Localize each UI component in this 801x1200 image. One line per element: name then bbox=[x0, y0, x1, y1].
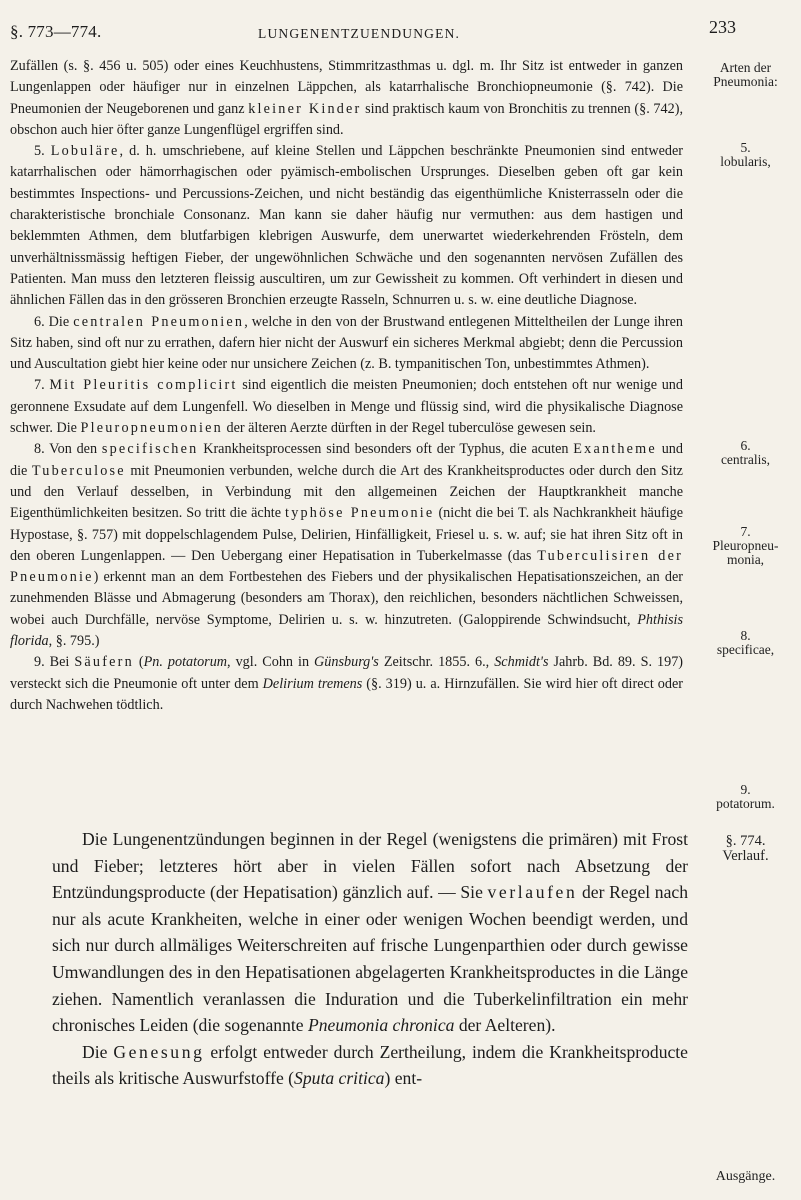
margin-note-lobularis: 5. lobularis, bbox=[720, 140, 771, 169]
paragraph-specific: 8. Von den specifischen Krankheitsprocessen sind besonders oft der Typhus, die acuten Exantheme und die Tuberculose mit Pneumonien verbunden, welche durch die Art des Krankheitsproductes oder durch den Sitz und den Verlauf desselben, in Verbindung mit den allgemeinen Zeichen der Hauptkrankheit manche Eigenthümlichkeiten besitzen. So tritt die ächte typhöse Pneumonie (nicht die bei T. als Nachkrankheit häufige Hypostase, §. 757) mit doppelschlagendem Pulse, Delirien, Hinfälligkeit, Friesel u. s. w. auf; sie hat ihren Sitz oft in den oberen Lungenlappen. — Den Uebergang einer Hepatisation in Tuberkelmasse (das Tuberculisiren der Pneumonie) erkennt man an dem Fortbestehen des Fiebers und der physikalischen Hepatisationszeichen, an der zunehmenden Blässe und Abmagerung (besonders am Thorax), den reichlichen, besonders nächtlichen Schweissen, wobei auch Durchfälle, nervöse Symptome, Delirien u. s. w. hinzutreten. (Galoppirende Schwindsucht, Phthisis florida, §. 795.) bbox=[10, 441, 683, 650]
section-range: §. 773—774. bbox=[10, 22, 102, 41]
paragraph-central: 6. Die centralen Pneumonien, welche in den von der Brustwand entlegenen Mitteltheilen der Lunge ihren Sitz haben, sind oft nur zu errathen, dafern hier nicht der Auswurf ein sicheres Merkmal abgiebt; denn die Percussion und Auscultation giebt hier keine oder nur unsichere Zeichen (z. B. tympanitischen Ton, unbestimmtes Athmen). bbox=[10, 313, 683, 373]
running-title: LUNGENENTZUENDUNGEN. bbox=[258, 26, 461, 41]
margin-note-specificae: 8. specificae, bbox=[716, 628, 775, 657]
margin-note-pleuropneumonia: 7. Pleuropneu- monia, bbox=[712, 524, 779, 567]
small-print-text bbox=[10, 56, 683, 716]
paragraph-pleuritis: 7. Mit Pleuritis complicirt sind eigentlich die meisten Pneumonien; doch entstehen oft nur wenige und geronnene Exsudate auf dem Lungenfell. Wo dieselben in Menge und flüssig sind, wird die physikalische Diagnose schwer. Die Pleuropneumonien der älteren Aerzte dürften in der Regel tuberculöse gewesen sein. bbox=[10, 377, 683, 437]
paragraph-lobular: 5. Lobuläre, d. h. umschriebene, auf kleine Stellen und Läppchen beschränkte Pneumonien sind entweder katarrhalischen oder hämorrhagischen oder pyämisch-embolischen Ursprunges. Dieselben geben oft gar kein bestimmtes Inspections- und Percussions-Zeichen, und nicht beständig das eigenthümliche Knisterrasseln oder die charakteristische bronchiale Consonanz. Man kann sie daher häufig nur vermuthen: aus dem hastigen und beklemmten Athmen, dem blutfarbigen klebrigen Auswurfe, dem unerwartet wiederkehrenden Frösteln, dem unverhältnissmässig heftigen Fieber, der ungewöhnlichen Schwäche und den sogenannten nervösen Zufällen des Patienten. Man muss den letzteren fleissig auscultiren, um zur Gewissheit zu kommen. Oft verhindert in diesen und ähnlichen Fällen das in den grösseren Bronchien erzeugte Rasseln, Schnurren u. s. w. eine deutliche Diagnose. bbox=[10, 143, 684, 309]
paragraph-potatorum: 9. Bei Säufern (Pn. potatorum, vgl. Cohn in Günsburg's Zeitschr. 1855. 6., Schmidt's Jahrb. Bd. 89. S. 197) versteckt sich die Pneumonie oft unter dem Delirium tremens (§. 319) u. a. Hirnzufällen. Sie wird hier oft direct oder durch Nachwehen tödtlich. bbox=[10, 654, 684, 713]
margin-note-potatorum: 9. potatorum. bbox=[716, 782, 775, 811]
paragraph-recovery: Die Genesung erfolgt entweder durch Zertheilung, indem die Krankheitsproducte theils als kritische Auswurfstoffe (Sputa critica) ent- bbox=[52, 1041, 688, 1089]
margin-note-arten: Arten der Pneumonia: bbox=[713, 60, 778, 89]
margin-note-centralis: 6. centralis, bbox=[720, 438, 771, 467]
page-number: 233 bbox=[709, 17, 736, 37]
paragraph-intro: Zufällen (s. §. 456 u. 505) oder eines Keuchhustens, Stimmritzasthmas u. dgl. m. Ihr Sitz ist entweder in ganzen Lungenlappen oder häufiger nur in einzelnen Läppchen, als katarrhalische Bronchiopneumonie (§. 742). Die Pneumonien der Neugeborenen und ganz kleiner Kinder sind praktisch kaum von Bronchitis zu trennen (§. 742), obschon auch hier öfter ganze Lungenflügel ergriffen sind. bbox=[10, 58, 683, 138]
paragraph-course: Die Lungenentzündungen beginnen in der Regel (wenigstens die primären) mit Frost und Fieber; letzteres hört aber in vielen Fällen sofort nach Absetzung der Entzündungsproducte (der Hepatisation) gänzlich auf. — Sie verlaufen der Regel nach nur als acute Krankheiten, welche in einer oder wenigen Wochen beendigt werden, und sich nur durch allmäliges Weiterschreiten auf frische Lungenparthien oder durch gewisse Umwandlungen des in den Hepatisationen abgelagerten Krankheitsproductes in die Länge ziehen. Namentlich veranlassen die Induration und die Tuberkelinfiltration ein mehr chronisches Leiden (die sogenannte Pneumonia chronica der Aelteren). bbox=[52, 829, 688, 1036]
large-print-text bbox=[52, 826, 688, 1092]
margin-note-ausgaenge: Ausgänge. bbox=[715, 1169, 776, 1184]
margin-note-verlauf: §. 774. Verlauf. bbox=[722, 833, 769, 864]
